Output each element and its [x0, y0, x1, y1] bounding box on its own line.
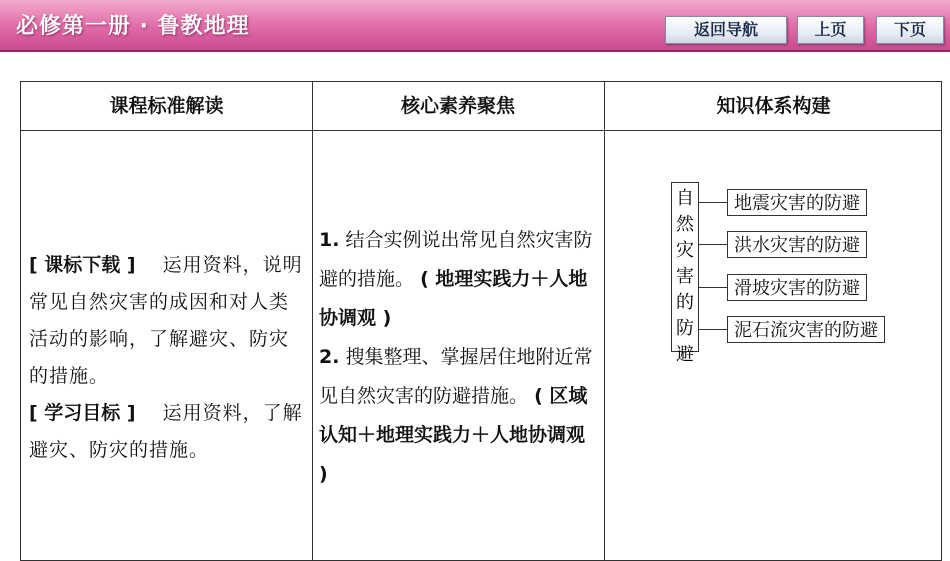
course-title: 必修第一册 · 鲁教地理: [16, 14, 250, 39]
content-table: [20, 81, 942, 561]
knowledge-leaf-earthquake: 地震灾害的防避: [727, 189, 867, 216]
knowledge-leaf-debris-flow: 泥石流灾害的防避: [727, 316, 885, 343]
item-number: 1.: [319, 229, 340, 251]
root-char: 的: [676, 292, 694, 313]
curriculum-download-tag: [ 课标下载 ]: [29, 254, 136, 276]
next-page-button[interactable]: 下页: [876, 16, 944, 44]
learning-goal-tag: [ 学习目标 ]: [29, 402, 136, 424]
tree-connector: [699, 202, 727, 203]
root-char: 然: [676, 214, 694, 235]
core-literacy-cell: [319, 221, 595, 494]
top-banner: [0, 0, 950, 52]
column-divider: [604, 82, 605, 560]
root-char: 灾: [676, 240, 694, 261]
knowledge-root-box: [671, 182, 699, 365]
column-divider: [312, 82, 313, 560]
root-char: 防: [676, 318, 694, 339]
knowledge-leaf-flood: 洪水灾害的防避: [727, 231, 867, 258]
previous-page-button[interactable]: 上页: [797, 16, 864, 44]
curriculum-download-text: 运用资料，说明常见自然灾害的成因和对人类活动的影响，了解避灾、防灾的措施。: [29, 254, 303, 387]
knowledge-leaf-landslide: 滑坡灾害的防避: [727, 274, 867, 301]
tree-connector: [699, 244, 727, 245]
root-char: 害: [676, 266, 694, 287]
root-char: 自: [676, 188, 694, 209]
header-core-literacy: 核心素养聚焦: [400, 95, 515, 117]
item-literacy-tag: ( 地理实践力＋人地协调观 ): [319, 268, 588, 329]
root-char: 避: [676, 344, 694, 365]
learning-goal-text: 运用资料，了解避灾、防灾的措施。: [29, 402, 303, 461]
back-to-nav-button[interactable]: 返回导航: [665, 16, 787, 44]
item-text: 结合实例说出常见自然灾害防避的措施。: [319, 229, 593, 290]
tree-connector: [699, 287, 727, 288]
curriculum-standard-cell: [29, 247, 305, 469]
item-number: 2.: [319, 346, 340, 368]
header-knowledge-system: 知识体系构建: [716, 95, 831, 117]
tree-connector: [699, 329, 727, 330]
item-literacy-tag: ( 区域认知＋地理实践力＋人地协调观 ): [319, 385, 588, 485]
header-divider: [21, 130, 941, 131]
header-curriculum-standard: 课程标准解读: [109, 95, 224, 117]
item-text: 搜集整理、掌握居住地附近常见自然灾害的防避措施。: [319, 346, 593, 407]
